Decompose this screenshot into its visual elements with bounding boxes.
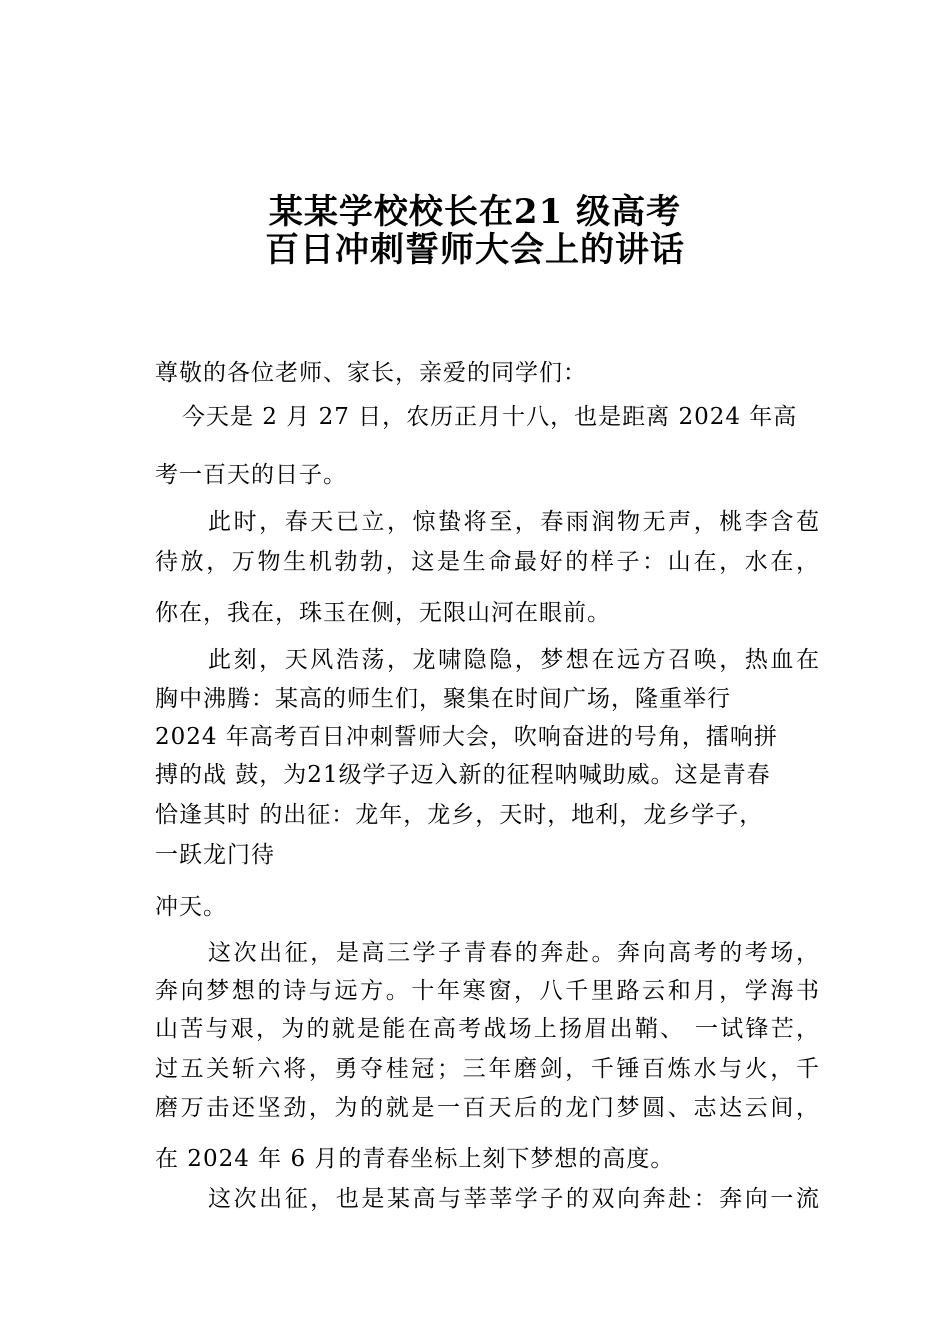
salutation: 尊敬的各位老师、家长，亲爱的同学们： xyxy=(155,360,587,386)
paragraph-line: 此刻，天风浩荡，龙啸隐隐，梦想在远方召唤，热血在 xyxy=(208,647,820,673)
paragraph-line: 搏的战 鼓，为21级学子迈入新的征程呐喊助威。这是青春 xyxy=(155,762,771,788)
paragraph-line: 2024 年高考百日冲刺誓师大会，吹响奋进的号角，擂响拼 xyxy=(155,724,778,750)
paragraph-line: 你在，我在，珠玉在侧，无限山河在眼前。 xyxy=(155,600,611,626)
paragraph-line: 一跃龙门待 xyxy=(155,842,275,868)
paragraph-line: 待放，万物生机勃勃，这是生命最好的样子：山在，水在， xyxy=(155,549,820,575)
paragraph-line: 在 2024 年 6 月的青春坐标上刻下梦想的高度。 xyxy=(155,1146,675,1172)
paragraph-line: 磨万击还坚劲，为的就是一百天后的龙门梦圆、志达云间， xyxy=(155,1095,820,1121)
paragraph-line: 今天是 2 月 27 日，农历正月十八，也是距离 2024 年高 xyxy=(182,404,798,430)
paragraph-line: 冲天。 xyxy=(155,894,227,920)
title-line-1: 某某学校校长在21 级高考 xyxy=(268,192,682,232)
paragraph-line: 这次出征，也是某高与莘莘学子的双向奔赴：奔向一流 xyxy=(208,1186,820,1212)
paragraph-line: 山苦与艰，为的就是能在高考战场上扬眉出鞘、 一试锋芒， xyxy=(155,1016,820,1042)
paragraph-line: 恰逢其时 的出征：龙年，龙乡，天时，地利，龙乡学子， xyxy=(155,802,764,828)
paragraph-line: 此时，春天已立，惊蛰将至，春雨润物无声，桃李含苞 xyxy=(208,509,820,535)
title-line-2: 百日冲刺誓师大会上的讲话 xyxy=(265,230,685,270)
paragraph-line: 这次出征，是高三学子青春的奔赴。奔向高考的考场， xyxy=(208,940,820,966)
paragraph-line: 奔向梦想的诗与远方。十年寒窗，八千里路云和月，学海书 xyxy=(155,978,820,1004)
paragraph-line: 考一百天的日子。 xyxy=(155,462,347,488)
paragraph-line: 过五关斩六将，勇夺桂冠；三年磨剑，千锤百炼水与火，千 xyxy=(155,1056,820,1082)
paragraph-line: 胸中沸腾：某高的师生们，聚集在时间广场，隆重举行 xyxy=(155,686,731,712)
